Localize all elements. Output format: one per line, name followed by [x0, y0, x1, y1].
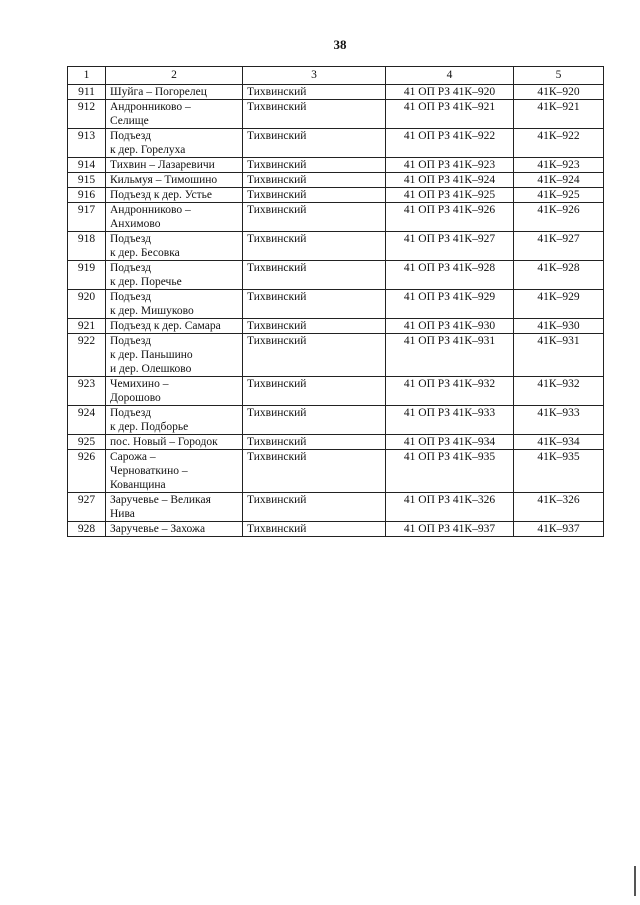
table-row [68, 319, 604, 334]
registration-number-cell: 41 ОП РЗ 41К–929 [386, 290, 514, 319]
table-row [68, 188, 604, 203]
row-number-cell: 912 [68, 100, 106, 129]
road-name-line: Кованщина [110, 479, 166, 491]
district-cell: Тихвинский [243, 377, 386, 406]
road-name-line: к дер. Бесовка [110, 247, 180, 259]
road-name-line: и дер. Олешково [110, 363, 192, 375]
column-header-5: 5 [514, 67, 604, 85]
road-name-cell [106, 377, 243, 406]
registration-number-cell: 41 ОП РЗ 41К–934 [386, 435, 514, 450]
road-name-line: Анхимово [110, 218, 161, 230]
scan-edge-mark [634, 866, 636, 896]
road-name-cell [106, 100, 243, 129]
road-name-cell [106, 85, 243, 100]
road-name-line: Тихвин – Лазаревичи [110, 159, 215, 171]
road-name-cell [106, 290, 243, 319]
road-name-line: к дер. Мишуково [110, 305, 194, 317]
district-cell: Тихвинский [243, 188, 386, 203]
road-name-line: Подъезд к дер. Устье [110, 189, 212, 201]
road-name-cell [106, 319, 243, 334]
road-registry-table [67, 66, 604, 537]
registration-number-cell: 41 ОП РЗ 41К–926 [386, 203, 514, 232]
registration-number-cell: 41 ОП РЗ 41К–935 [386, 450, 514, 493]
row-number-cell: 924 [68, 406, 106, 435]
road-name-cell [106, 261, 243, 290]
road-code-cell: 41К–933 [514, 406, 604, 435]
district-cell: Тихвинский [243, 100, 386, 129]
road-name-line: Черноваткино – [110, 465, 188, 477]
table-row [68, 203, 604, 232]
road-name-line: к дер. Поречье [110, 276, 182, 288]
road-name-cell [106, 188, 243, 203]
table-row [68, 493, 604, 522]
district-cell: Тихвинский [243, 406, 386, 435]
road-name-cell [106, 450, 243, 493]
row-number-cell: 915 [68, 173, 106, 188]
road-name-line: Сарожа – [110, 451, 156, 463]
road-code-cell: 41К–922 [514, 129, 604, 158]
road-code-cell: 41К–924 [514, 173, 604, 188]
table-row [68, 450, 604, 493]
road-name-line: Подъезд [110, 407, 151, 419]
district-cell: Тихвинский [243, 85, 386, 100]
row-number-cell: 911 [68, 85, 106, 100]
registration-number-cell: 41 ОП РЗ 41К–326 [386, 493, 514, 522]
column-header-3: 3 [243, 67, 386, 85]
road-name-line: Подъезд [110, 335, 151, 347]
road-name-line: Кильмуя – Тимошино [110, 174, 218, 186]
registration-number-cell: 41 ОП РЗ 41К–921 [386, 100, 514, 129]
road-name-cell [106, 232, 243, 261]
district-cell: Тихвинский [243, 261, 386, 290]
district-cell: Тихвинский [243, 450, 386, 493]
row-number-cell: 920 [68, 290, 106, 319]
district-cell: Тихвинский [243, 173, 386, 188]
table-row [68, 85, 604, 100]
district-cell: Тихвинский [243, 129, 386, 158]
road-name-cell [106, 406, 243, 435]
row-number-cell: 916 [68, 188, 106, 203]
district-cell: Тихвинский [243, 319, 386, 334]
district-cell: Тихвинский [243, 493, 386, 522]
road-code-cell: 41К–921 [514, 100, 604, 129]
row-number-cell: 914 [68, 158, 106, 173]
column-header-1: 1 [68, 67, 106, 85]
road-code-cell: 41К–931 [514, 334, 604, 377]
registration-number-cell: 41 ОП РЗ 41К–930 [386, 319, 514, 334]
road-code-cell: 41К–930 [514, 319, 604, 334]
road-name-cell [106, 158, 243, 173]
row-number-cell: 926 [68, 450, 106, 493]
table-row [68, 173, 604, 188]
table-row [68, 100, 604, 129]
road-code-cell: 41К–326 [514, 493, 604, 522]
road-code-cell: 41К–923 [514, 158, 604, 173]
table-row [68, 406, 604, 435]
district-cell: Тихвинский [243, 232, 386, 261]
road-name-cell [106, 435, 243, 450]
road-code-cell: 41К–934 [514, 435, 604, 450]
road-name-line: Чемихино – [110, 378, 169, 390]
road-name-line: Заручевье – Захожа [110, 523, 206, 535]
district-cell: Тихвинский [243, 158, 386, 173]
district-cell: Тихвинский [243, 290, 386, 319]
table-row [68, 261, 604, 290]
road-name-line: пос. Новый – Городок [110, 436, 218, 448]
registration-number-cell: 41 ОП РЗ 41К–928 [386, 261, 514, 290]
registration-number-cell: 41 ОП РЗ 41К–920 [386, 85, 514, 100]
road-name-line: Андронниково – [110, 101, 191, 113]
road-name-line: к дер. Подборье [110, 421, 189, 433]
registration-number-cell: 41 ОП РЗ 41К–933 [386, 406, 514, 435]
registration-number-cell: 41 ОП РЗ 41К–932 [386, 377, 514, 406]
road-code-cell: 41К–926 [514, 203, 604, 232]
row-number-cell: 921 [68, 319, 106, 334]
column-header-4: 4 [386, 67, 514, 85]
table-row [68, 290, 604, 319]
road-code-cell: 41К–928 [514, 261, 604, 290]
page-number: 38 [333, 37, 347, 52]
road-name-cell [106, 493, 243, 522]
road-code-cell: 41К–932 [514, 377, 604, 406]
registration-number-cell: 41 ОП РЗ 41К–937 [386, 522, 514, 537]
registration-number-cell: 41 ОП РЗ 41К–924 [386, 173, 514, 188]
row-number-cell: 919 [68, 261, 106, 290]
table-row [68, 334, 604, 377]
row-number-cell: 918 [68, 232, 106, 261]
road-name-line: Подъезд [110, 233, 151, 245]
row-number-cell: 913 [68, 129, 106, 158]
row-number-cell: 917 [68, 203, 106, 232]
road-name-line: Нива [110, 508, 135, 520]
road-code-cell: 41К–929 [514, 290, 604, 319]
road-code-cell: 41К–935 [514, 450, 604, 493]
row-number-cell: 927 [68, 493, 106, 522]
row-number-cell: 923 [68, 377, 106, 406]
row-number-cell: 928 [68, 522, 106, 537]
table-row [68, 435, 604, 450]
district-cell: Тихвинский [243, 203, 386, 232]
district-cell: Тихвинский [243, 522, 386, 537]
registration-number-cell: 41 ОП РЗ 41К–925 [386, 188, 514, 203]
road-name-line: Дорошово [110, 392, 161, 404]
table-row [68, 129, 604, 158]
road-name-cell [106, 129, 243, 158]
table-header-row [68, 67, 604, 85]
road-name-cell [106, 203, 243, 232]
table-body [68, 85, 604, 537]
road-name-cell [106, 522, 243, 537]
road-name-line: Подъезд [110, 262, 151, 274]
table-row [68, 522, 604, 537]
road-name-line: к дер. Горелуха [110, 144, 186, 156]
row-number-cell: 925 [68, 435, 106, 450]
registration-number-cell: 41 ОП РЗ 41К–922 [386, 129, 514, 158]
table-row [68, 377, 604, 406]
road-name-line: к дер. Паньшино [110, 349, 193, 361]
registration-number-cell: 41 ОП РЗ 41К–931 [386, 334, 514, 377]
registration-number-cell: 41 ОП РЗ 41К–923 [386, 158, 514, 173]
road-code-cell: 41К–925 [514, 188, 604, 203]
road-name-cell [106, 173, 243, 188]
road-code-cell: 41К–920 [514, 85, 604, 100]
column-header-2: 2 [106, 67, 243, 85]
table-row [68, 158, 604, 173]
road-name-line: Подъезд к дер. Самара [110, 320, 221, 332]
road-code-cell: 41К–937 [514, 522, 604, 537]
road-code-cell: 41К–927 [514, 232, 604, 261]
road-name-cell [106, 334, 243, 377]
road-name-line: Заручевье – Великая [110, 494, 211, 506]
registration-number-cell: 41 ОП РЗ 41К–927 [386, 232, 514, 261]
road-name-line: Шуйга – Погорелец [110, 86, 207, 98]
row-number-cell: 922 [68, 334, 106, 377]
district-cell: Тихвинский [243, 334, 386, 377]
road-name-line: Андронниково – [110, 204, 191, 216]
district-cell: Тихвинский [243, 435, 386, 450]
road-name-line: Подъезд [110, 291, 151, 303]
table-row [68, 232, 604, 261]
road-name-line: Подъезд [110, 130, 151, 142]
road-name-line: Селище [110, 115, 149, 127]
